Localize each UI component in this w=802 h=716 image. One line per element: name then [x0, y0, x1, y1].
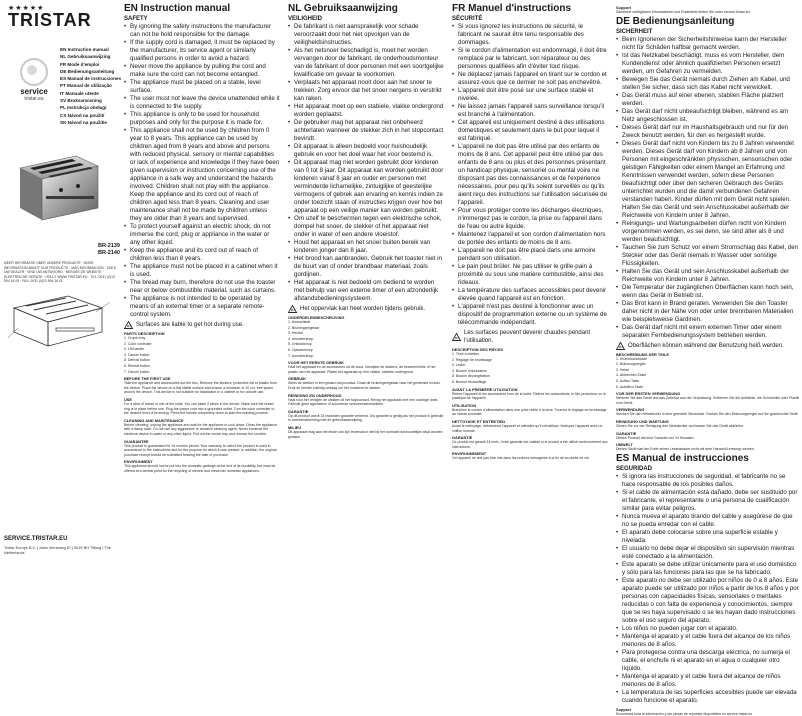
es-safety-item: • Mantenga el aparato y el cable fuera del alcance de niños menores de 8 años. — [616, 673, 800, 689]
de-part: 6. Aufwärm-Taste — [616, 384, 644, 389]
en-guarantee-heading: GUARANTEE — [124, 438, 149, 444]
en-title: EN Instruction manual — [124, 3, 231, 14]
fr-before-heading: AVANT LA PREMIÈRE UTILISATION — [452, 386, 518, 392]
manual-language-item[interactable]: PL Instrukcja obsługi — [60, 105, 107, 111]
fr-hot-text: Les surfaces peuvent devenir chaudes pendant l'utilisation. — [464, 330, 591, 344]
nl-before-heading: VOOR HET EERSTE GEBRUIK — [288, 360, 344, 366]
fr-safety-item: • L'appareil doit être posé sur une surface stable et nivelée. — [452, 87, 608, 103]
fr-part: 2. Réglage de brunissage — [452, 357, 492, 362]
brand-name: TRISTAR — [8, 10, 92, 30]
fr-use-text: Branchez le cordon d'alimentation dans une prise reliée à la terre. Tournez le réglage de brunissage au niveau souhaité. — [452, 407, 607, 417]
fr-guarantee-text: Ce produit est garanti 24 mois. Votre garantie est valable si le produit a été utilisé conformément aux instructions. — [452, 440, 608, 449]
nl-use-heading: GEBRUIK — [288, 376, 306, 382]
en-part: 5. Defrost button — [124, 358, 150, 363]
de-es-column — [614, 0, 802, 716]
nl-safety-item: • Verplaats het apparaat nooit door aan het snoer te trekken. Zorg ervoor dat het snoer nergens in verstrikt kan raken. — [288, 79, 444, 103]
toaster-product-image — [6, 146, 104, 228]
manual-language-item[interactable]: EN Instruction manual — [60, 47, 109, 52]
de-before-text: Nehmen Sie das Gerät und das Zubehör aus der Verpackung. Entfernen Sie die Aufkleber, die Schutzfolie oder Plastik vom Gerät. — [616, 396, 800, 405]
de-part: 5. Auftau-Taste — [616, 378, 640, 383]
en-safety-item: • The user must not leave the device unattended while it is connected to the supply. — [124, 95, 280, 111]
de-safety-item: • Die Temperatur der zugänglichen Oberflächen kann hoch sein, wenn das Gerät in Betrieb ist. — [616, 284, 800, 300]
en-safety-heading: SAFETY — [124, 16, 148, 22]
de-part: 2. Bräunungsregler — [616, 362, 646, 367]
nl-safety-item: • Het brood kan aanbranden. Gebruik het toaster niet in de buurt van of onder brandbaar materiaal, zoals gordijnen. — [288, 255, 444, 279]
nl-part: 4. Annuleerknop — [288, 336, 314, 341]
manual-language-item[interactable]: SK Návod na použitie — [60, 119, 107, 125]
brand-stars: ★★★★★ — [8, 5, 45, 12]
de-safety-item: • Das Gerät darf nicht unbeaufsichtigt bleiben, während es am Netz angeschlossen ist. — [616, 108, 800, 124]
en-safety-item: • Never move the appliance by pulling the cord and make sure the cord can not become entangled. — [124, 63, 280, 79]
de-guarantee-heading: GARANTIE — [616, 430, 637, 436]
es-safety-item: • Mantenga el aparato y el cable fuera del alcance de los niños menores de 8 años. — [616, 633, 800, 649]
fr-safety-item: • Ne laissez jamais l'appareil sans surveillance lorsqu'il est branché à l'alimentation. — [452, 103, 608, 119]
en-safety-item: • To protect yourself against an electric shock, do not immerse the cord, plug or appliance in the water or any other liquid. — [124, 223, 280, 247]
de-safety-item: • Ist das Netzkabel beschädigt, muss es vom Hersteller, dem Kundendienst oder ähnlich qualifizierten Personen ersetzt werden, um Gefahren zu vermeiden. — [616, 52, 800, 76]
en-part: 4. Cancel button — [124, 352, 150, 357]
model-numbers — [80, 243, 120, 257]
en-safety-item: • The appliance must not be placed in a cabinet when it is used. — [124, 263, 280, 279]
manual-language-item[interactable]: NL Gebruiksaanwijzing — [60, 54, 111, 60]
nl-guarantee-heading: GARANTIE — [288, 408, 309, 414]
nl-clean-text: Haal voor het reinigen de stekker uit het stopcontact. Reinig het apparaat met een vochtige doek. Gebruik geen agressieve of schurende schoonmaakmiddelen. — [288, 397, 439, 407]
nl-hot-text: Het oppervlak kan heet worden tijdens gebruik. — [300, 306, 426, 312]
es-safety-item: • La temperatura de las superficies accesibles puede ser elevada cuando funcione el aparato. — [616, 689, 800, 705]
en-clean-heading: CLEANING AND MAINTENANCE — [124, 417, 184, 423]
en-part: 7. Cancel button — [124, 369, 150, 374]
nl-part: 3. Hendel — [288, 331, 303, 336]
nl-guarantee-text: Op dit product wordt 24 maanden garantie verleend. Uw garantie is geldig als het product is gebruikt in overeenstemming met de gebruiksaanwijzing. — [288, 413, 444, 423]
en-safety-item: • The appliance is not intended to be operated by means of an external timer or a separate remote-control system. — [124, 295, 280, 319]
fr-guarantee-heading: GARANTIE — [452, 435, 473, 441]
model-number: BR-2140 — [97, 250, 120, 256]
manual-language-item[interactable]: DE Bedienungsanleitung — [60, 68, 115, 74]
nl-part: 7. Annuleerknop — [288, 353, 314, 358]
es-safety-item: • Los niños no pueden jugar con el aparato. — [616, 625, 800, 633]
de-parts-heading: BESCHREIBUNG DER TEILE — [616, 351, 669, 357]
es-safety-item: • Este aparato se debe utilizar únicamente para el uso doméstico y sólo para las funciones para las que se ha fabricado. — [616, 561, 800, 577]
de-use-text: Stecken Sie den Netzstecker in eine geerdete Steckdose. Drehen Sie den Bräunungsregler auf die gewünschte Stufe. — [616, 412, 799, 417]
fr-clean-heading: NETTOYAGE ET ENTRETIEN — [452, 418, 505, 424]
nl-safety-item: • Dit apparaat mag niet worden gebruikt door kinderen van 0 tot 8 jaar. Dit apparaat kan worden gebruikt door kinderen vanaf 8 jaar en ouder en personen met verminderde lichamelijke, zintuiglijke of geestelijke vermogens of gebrek aan ervaring en kennis indien ze onder toezicht staan of instructies krijgen over hoe het apparaat op een veilige manier kan worden gebruikt. — [288, 159, 444, 215]
de-support-text: Sämtliche verfügbaren Informationen und Ersatzteile finden Sie unter service.tristar.eu! — [616, 10, 751, 14]
de-use-heading: VERWENDUNG — [616, 407, 645, 413]
service-badge — [14, 58, 54, 102]
manual-language-item[interactable]: FR Mode d'emploi — [60, 61, 100, 67]
de-safety-heading: SICHERHEIT — [616, 28, 653, 35]
en-part: 6. Reheat button — [124, 363, 150, 368]
en-part: 1. Crumb tray — [124, 336, 146, 340]
nl-part: 2. Bruiningsregelaar — [288, 325, 320, 330]
nl-safety-item: • Om uzelf te beschermen tegen een elektrische schok, dompel het snoer, de stekker of het apparaat niet onder in water of een andere vloeistof. — [288, 215, 444, 239]
de-part: 3. Hebel — [616, 367, 630, 372]
nl-safety-item: • Als het netsnoer beschadigd is, moet het worden vervangen door de fabrikant, de onderhoudsmonteur van de fabrikant of door personen met een soortgelijke kwalificatie om gevaar te voorkomen. — [288, 47, 444, 79]
service-icon — [20, 58, 48, 86]
model-number: BR-2139 — [97, 243, 120, 249]
en-hot-warning — [124, 321, 280, 329]
fr-safety-item: • La température des surfaces accessibles peut devenir élevée quand l'appareil est en fonction. — [452, 287, 608, 303]
es-safety-item: • Nunca mueva el aparato tirando del cable y asegúrese de que no se pueda enredar con el cable. — [616, 513, 800, 529]
de-title: DE Bedienungsanleitung — [616, 15, 735, 27]
es-title: ES Manual de instrucciones — [616, 452, 749, 464]
fr-safety-heading: SÉCURITÉ — [452, 16, 483, 22]
es-support-text: Encontrará toda la información y las piezas de repuesto disponibles en service.tristar.eu — [616, 711, 753, 716]
de-part: 4. Abbrechen-Taste — [616, 373, 647, 378]
en-safety-item: • By ignoring the safety instructions the manufacturer can not be hold responsible for the damage. — [124, 23, 280, 39]
service-label: service — [20, 87, 48, 96]
fr-safety-item: • L'appareil ne doit pas être placé dans une armoire pendant son utilisation. — [452, 247, 608, 263]
de-safety-item: • Das Gerät muss auf einer ebenen, stabilen Fläche platziert werden. — [616, 92, 800, 108]
nl-env-heading: MILIEU — [288, 424, 302, 430]
nl-safety-item: • Dit apparaat is alleen bedoeld voor huishoudelijk gebruik en voor het doel waar het voor bestemd is. — [288, 143, 444, 159]
en-safety-item: • This appliance is only to be used for household purposes and only for the purpose it is made for. — [124, 111, 280, 127]
es-safety-heading: SEGURIDAD — [616, 465, 653, 472]
manual-language-item[interactable]: IT Manuale utente — [60, 90, 99, 96]
de-hot-text: Oberflächen können während der Benutzung heiß werden. — [628, 342, 784, 349]
en-env-text: This appliance should not be put into the domestic garbage at the end of its durability, but must be offered at a central point for the recycling of electric and electronic domestic appliances. — [124, 464, 276, 473]
de-clean-text: Ziehen Sie vor der Reinigung den Netzstecker und lassen Sie das Gerät abkühlen. — [616, 423, 745, 428]
en-safety-item: • Keep the appliance and its cord out of reach of children less than 8 years. — [124, 247, 280, 263]
en-safety-item: • This appliance shall not be used by children from 0 year to 8 years. This appliance can be used by children aged from 8 years and above and persons with reduced physical, sensory or mental capabilities or lack of experience and knowledge if they have been given supervision or instruction concerning use of the appliance in a safe way and understand the hazards involved. Children shall not play with the appliance. Keep the appliance and its cord out of reach of children aged less than 8 years. Cleaning and user maintenance shall not be made by children unless they are older than 8 years and supervised. — [124, 127, 280, 223]
hot-surface-icon — [288, 305, 297, 313]
fr-safety-item: • Pour vous protéger contre les décharges électriques, n'immergez pas le cordon, la prise ou l'appareil dans de l'eau ou autre liquide. — [452, 207, 608, 231]
nl-part: 5. Ontdooiknop — [288, 342, 312, 347]
nl-title: NL Gebruiksaanwijzing — [288, 3, 398, 14]
fr-use-heading: UTILISATION — [452, 402, 477, 408]
de-before-heading: VOR DER ERSTEN VERWENDUNG — [616, 391, 681, 397]
es-support-heading: Support — [616, 706, 631, 712]
fr-safety-item: • Le pain peut brûler. Ne pas utiliser le grille-pain à proximité ou sous une matière combustible, ainsi des rideaux. — [452, 263, 608, 287]
nl-clean-heading: REINIGING EN ONDERHOUD — [288, 392, 342, 398]
fr-parts-heading: DESCRIPTION DES PIÈCES — [452, 347, 504, 352]
de-safety-item: • Halten Sie das Gerät und sein Anschlusskabel außerhalb der Reichweite von Kindern unter 8 Jahren. — [616, 268, 800, 284]
en-before-text: Take the appliance and accessories out the box. Remove the stickers, protective foil or plastic from the device. Place the device on a flat stable surface and ensure a minimum of 10 cm. free space around the device. This device is not suitable for installation in a cabinet or for outside use. — [124, 381, 277, 395]
fr-env-text: Cet appareil ne doit pas être mis dans les ordures ménagères à la fin de sa durée de vie. — [452, 456, 590, 461]
fr-hot-warning — [452, 329, 608, 345]
es-safety-item: • El usuario no debe dejar el dispositivo sin supervisión mientras esté conectado a la alimentación. — [616, 545, 800, 561]
fr-safety-item: • L'appareil n'est pas destiné à fonctionner avec un dispositif de programmation externe ou un système de télécommande indépendant. — [452, 303, 608, 327]
fr-before-text: Retirer l'appareil et les accessoires hors de la boîte. Retirez les autocollants, le film protecteur ou le plastique de l'appareil. — [452, 391, 606, 401]
nl-part: 6. Opwarmknop — [288, 347, 313, 352]
cover-column — [0, 0, 120, 575]
hot-surface-icon — [124, 321, 133, 329]
nl-column — [286, 0, 446, 575]
fr-safety-item: • Ne déplacez jamais l'appareil en tirant sur le cordon et assurez-vous que ce dernier ne soit pas enchevêtré. — [452, 71, 608, 87]
de-env-heading: UMWELT — [616, 442, 633, 448]
manual-language-item[interactable]: ES Manual de instrucciones — [60, 76, 122, 82]
fr-title: FR Manuel d'instructions — [452, 3, 572, 14]
de-guarantee-text: Dieses Produkt hat eine Garantie von 24 Monaten. — [616, 435, 695, 440]
en-clean-text: Before cleaning, unplug the appliance and wait for the appliance to cool down. Clean the appliance with a damp cloth. Do not use any aggressive or abrasive cleaning agent. Never immerse the electrical device in water or any other liquid. Pull out the crumb tray and remove the crumbs. — [124, 422, 277, 436]
en-safety-item: • The appliance must be placed on a stable, level surface. — [124, 79, 280, 95]
en-parts-heading: PARTS DESCRIPTION — [124, 331, 165, 336]
en-hot-text: Surfaces are liable to get hot during use. — [136, 322, 244, 328]
hot-surface-icon — [616, 342, 625, 350]
de-env-text: Dieses Gerät darf am Ende seiner Lebensdauer nicht mit dem Hausmüll entsorgt werden. — [616, 447, 755, 452]
fr-env-heading: ENVIRONNEMENT — [452, 451, 487, 457]
de-safety-item: • Dieses Gerät darf nicht von Kindern bis zu 8 Jahren verwendet werden. Dieses Gerät darf von Kindern ab 8 Jahren und von Personen mit eingeschränkten physischen, sensorischen oder geistigen Fähigkeiten oder einem Mangel an Erfahrung und Kenntnissen verwendet werden, sofern diese Personen beaufsichtigt oder über den sicheren Gebrauch des Geräts unterrichtet wurden und die damit verbundenen Gefahren verstanden haben. Kinder dürfen mit dem Gerät nicht spielen. Halten Sie das Gerät und sein Anschlusskabel außerhalb der Reichweite von Kindern unter 8 Jahren. — [616, 140, 800, 220]
fr-safety-item: • L'appareil ne doit pas être utilisé par des enfants de moins de 8 ans. Cet appareil peut être utilisé par des enfants de 8 ans ou plus et des personnes présentant un handicap physique, sensoriel ou mental voire ne disposant pas des connaissances et de l'expérience nécessaires, pour peu qu'ils soient surveillés ou qu'ils aient reçu des instructions sur l'utilisation sécurisée de l'appareil. — [452, 143, 608, 207]
en-env-heading: ENVIRONMENT — [124, 459, 153, 465]
en-part: 3. Lift handle — [124, 347, 145, 352]
manual-language-list — [60, 46, 122, 126]
parts-diagram — [6, 282, 116, 350]
en-use-text: For a slice of bread in one of the slots: You can place 2 slices in the device. Make sure the bread ring is in place before use. Plug the power cord into a grounded outlet. Turn the color controller to the desired level of browning. Press the handle completely down to start the toasting process. — [124, 401, 275, 416]
nl-safety-item: • Het apparaat moet op een stabiele, vlakke ondergrond worden geplaatst. — [288, 103, 444, 119]
en-safety-item: • The bread may burn, therefore do not use the toaster near or below combustible material, such as curtains. — [124, 279, 280, 295]
de-safety-item: • Reinigungs- und Wartungsarbeiten dürfen nicht von Kindern vorgenommen werden, es sei denn, sie sind älter als 8 und werden beaufsichtigt. — [616, 220, 800, 244]
de-safety-item: • Das Gerät darf nicht mit einem externen Timer oder einem separaten Fernbedienungssystem betrieben werden. — [616, 324, 800, 340]
fr-part: 5. Bouton décongélation — [452, 374, 490, 379]
fr-column — [450, 0, 610, 575]
manual-language-item[interactable]: PT Manual de utilização — [60, 83, 112, 89]
de-hot-warning — [616, 342, 800, 350]
fr-safety-item: • Cet appareil est uniquement destiné à des utilisations domestiques et seulement dans le but pour lequel il est fabriqué. — [452, 119, 608, 143]
en-guarantee-text: This product is guaranteed for 24 months period. Your warranty is valid if the product is used in accordance to the instructions and for the purpose for which it was created. In addition, the original purchase receipt should be submitted bearing the date of purchase. — [124, 443, 277, 457]
fr-part: 6. Bouton réchauffage — [452, 379, 487, 384]
nl-safety-item: • De fabrikant is niet aansprakelijk voor schade veroorzaakt door het niet opvolgen van de veiligheidsinstructies. — [288, 23, 444, 47]
de-safety-item: • Tauchen Sie zum Schutz vor einem Stromschlag das Kabel, den Stecker oder das Gerät niemals in Wasser oder sonstige Flüssigkeiten. — [616, 244, 800, 268]
nl-use-text: Steek de stekker in een geaard stopcontact. Draai de bruiningsregelaar naar het gewenste niveau. Druk de hendel volledig omlaag om het roosteren te starten. — [288, 381, 441, 390]
manual-language-item[interactable]: SV Bruksanvisning — [60, 98, 102, 104]
de-safety-item: • Bewegen Sie das Gerät niemals durch Ziehen am Kabel, und stellen Sie sicher, dass sich das Kabel nicht verwickelt. — [616, 76, 800, 92]
company-address: Tristar Europe B.V. | Jules Verneweg 87 | 5015 BH Tilburg | The Netherlands — [4, 546, 111, 555]
fr-safety-item: • Si le cordon d'alimentation est endommagé, il doit être remplacé par le fabricant, son réparateur ou des personnes qualifiées afin d'éviter tout risque. — [452, 47, 608, 71]
en-use-heading: USE — [124, 396, 132, 402]
en-safety-item: • If the supply cord is damaged, it must be replaced by the manufacturer, its service agent or similarly qualified persons in order to avoid a hazard. — [124, 39, 280, 63]
hot-surface-icon — [452, 333, 461, 341]
nl-part: 1. Kruimellade — [288, 320, 311, 324]
nl-before-text: Haal het apparaat en de accessoires uit de doos. Verwijder de stickers, de beschermfolie of het plastic van het apparaat. Plaats het apparaat op een vlakke, stabiele ondergrond. — [288, 365, 436, 374]
nl-safety-item: • Houd het apparaat en het snoer buiten bereik van kinderen jonger dan 8 jaar. — [288, 239, 444, 255]
fr-part: 3. Levier — [452, 363, 466, 368]
service-sub: tristar.eu — [24, 96, 44, 102]
nl-hot-warning — [288, 305, 444, 313]
de-support-heading: Support — [616, 5, 631, 10]
nl-safety-heading: VEILIGHEID — [288, 16, 323, 22]
en-part: 2. Color controller — [124, 341, 152, 346]
es-safety-item: • Si el cable de alimentación está dañado, debe ser sustituido por el fabricante, el representante o una persona de cualificación similar para evitar peligros. — [616, 489, 800, 513]
fr-safety-item: • Maintenez l'appareil et son cordon d'alimentation hors de portée des enfants de moins de 8 ans. — [452, 231, 608, 247]
fr-safety-item: • Si vous ignorez les instructions de sécurité, le fabricant ne saurait être tenu responsable des dommages. — [452, 23, 608, 47]
nl-safety-item: • Het apparaat is niet bedoeld om bediend te worden met behulp van een externe timer of een afzonderlijk afstandsbedieningssysteem. — [288, 279, 444, 303]
en-column — [122, 0, 282, 575]
de-safety-item: • Dieses Gerät darf nur im Haushaltsgebrauch und nur für den Zweck benutzt werden, für den es hergestellt wurde. — [616, 124, 800, 140]
service-website[interactable]: SERVICE.TRISTAR.EU — [4, 536, 68, 542]
es-safety-item: • Para protegerse contra una descarga eléctrica, no sumerja el cable, el enchufe ni el aparato en el agua o cualquier otro líquido. — [616, 649, 800, 673]
es-safety-item: • Este aparato no debe ser utilizado por niños de 0 a 8 años. Este aparato puede ser utilizado por niños a partir de los 8 años y por personas con capacidades físicas, sensoriales o mentales reducidas o con falta de experiencia y conocimientos, siempre que se les haya supervisado o se les hayan dado instrucciones sobre el uso seguro del aparato. — [616, 577, 800, 625]
es-safety-item: • El aparato debe colocarse sobre una superficie estable y nivelada. — [616, 529, 800, 545]
de-safety-item: • Das Brot kann in Brand geraten. Verwenden Sie den Toaster daher nicht in der Nähe von oder unter brennbaren Materialien wie beispielsweise Gardinen. — [616, 300, 800, 324]
nl-parts-heading: ONDERDELENBESCHRIJVING — [288, 315, 345, 320]
es-safety-item: • Si ignora las instrucciones de seguridad, el fabricante no se hace responsable de los posibles daños. — [616, 473, 800, 489]
de-clean-heading: REINIGUNG UND WARTUNG — [616, 418, 669, 424]
de-part: 1. Krümelschublade — [616, 356, 647, 361]
fr-part: 1. Tiroir à miettes — [452, 352, 479, 356]
fr-clean-text: Avant le nettoyage, débranchez l'appareil et attendez qu'il refroidisse. Nettoyez l'appareil avec un chiffon humide. — [452, 423, 603, 433]
nl-env-text: Dit apparaat mag aan het einde van zijn levensduur niet bij het normale huishoudelijke afval worden gedaan. — [288, 429, 443, 439]
manual-language-item[interactable]: CS Návod na použití — [60, 112, 105, 118]
fr-part: 4. Bouton d'annulation — [452, 368, 487, 373]
nl-safety-item: • De gebruiker mag het apparaat niet onbeheerd achterlaten wanneer de stekker zich in het stopcontact bevindt. — [288, 119, 444, 143]
brand-logo — [8, 4, 118, 31]
en-before-heading: BEFORE THE FIRST USE — [124, 376, 171, 382]
cover-fine-print: MEER INFORMATIE ÜBER UNSERE PRODUKTE · MORE INFORMATION ABOUT OUR PRODUCTS · MÁS INFORMACIÓN · ZOEK UW DEALER · VIND UW ANTWOORD · BESOEK DE WEBSITE · ELEKTRISCHE GERÄTE · HOLLY WWW.TRISTAR.EU · TEL: 0031 (0)13 594 16 00 · FAX: 0031 (0)13 594 16 01 — [4, 261, 116, 284]
de-safety-item: • Beim Ignorieren der Sicherheitshinweise kann der Hersteller nicht für Schäden haftbar gemacht werden. — [616, 36, 800, 52]
